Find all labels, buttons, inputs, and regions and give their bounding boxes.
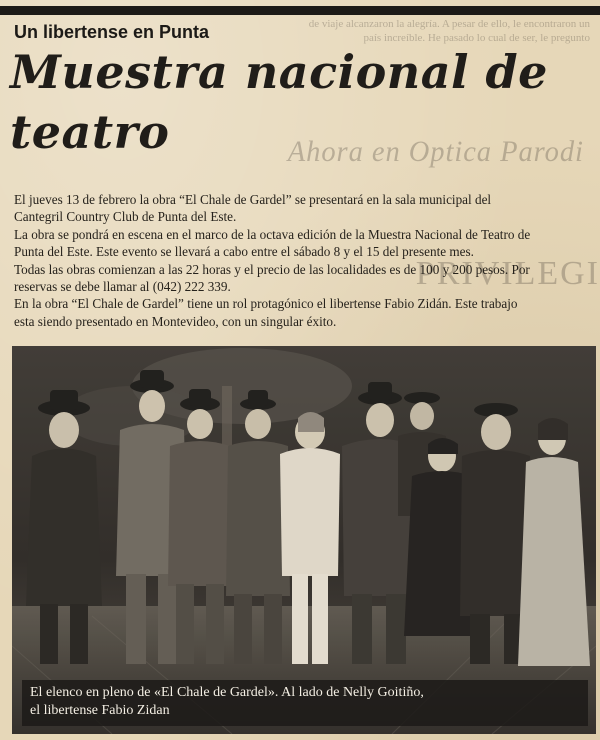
cast-photo-image	[12, 346, 596, 734]
bleed-through-lower: PRIVILEGI	[415, 255, 600, 292]
top-rule	[0, 6, 600, 15]
headline-line-2: teatro	[10, 105, 170, 159]
body-line: esta siendo presentado en Montevideo, con un singular éxito.	[14, 313, 337, 329]
body-line: reservas se debe llamar al (042) 222 339.	[14, 279, 231, 295]
body-line: Punta del Este. Este evento se llevará a cabo entre el sábado 8 y el 15 del presente mes.	[14, 244, 474, 260]
body-line: Cantegril Country Club de Punta del Este.	[14, 209, 237, 225]
caption-line-2: el libertense Fabio Zidan	[30, 703, 170, 718]
body-line: El jueves 13 de febrero la obra “El Chale de Gardel” se presentará en la sala municipal del	[14, 192, 492, 207]
kicker: Un libertense en Punta	[14, 22, 210, 42]
bleed-through-ad: Ahora en Optica Parodi	[288, 135, 585, 168]
article-body	[14, 191, 600, 330]
headline-line-1: Muestra nacional de	[10, 45, 548, 99]
body-line: En la obra “El Chale de Gardel” tiene un rol protagónico el libertense Fabio Zidán. Este trabajo	[14, 296, 518, 312]
caption-line-1: El elenco en pleno de «El Chale de Gardel». Al lado de Nelly Goitiño,	[30, 685, 424, 700]
body-line: La obra se pondrá en escena en el marco de la octava edición de la Muestra Nacional de Teatro de	[14, 226, 531, 242]
photo-caption	[22, 680, 588, 726]
cast-photo	[12, 346, 596, 734]
bleed-through-text: de viaje alcanzaron la alegría. A pesar de ello, le encontraron un país increíble. He pasado lo cual de ser, le pregunto	[308, 18, 590, 44]
headline	[10, 42, 600, 162]
body-line: Todas las obras comienzan a las 22 horas y el precio de las localidades es de 100 y 200 pesos. Por	[14, 261, 530, 277]
